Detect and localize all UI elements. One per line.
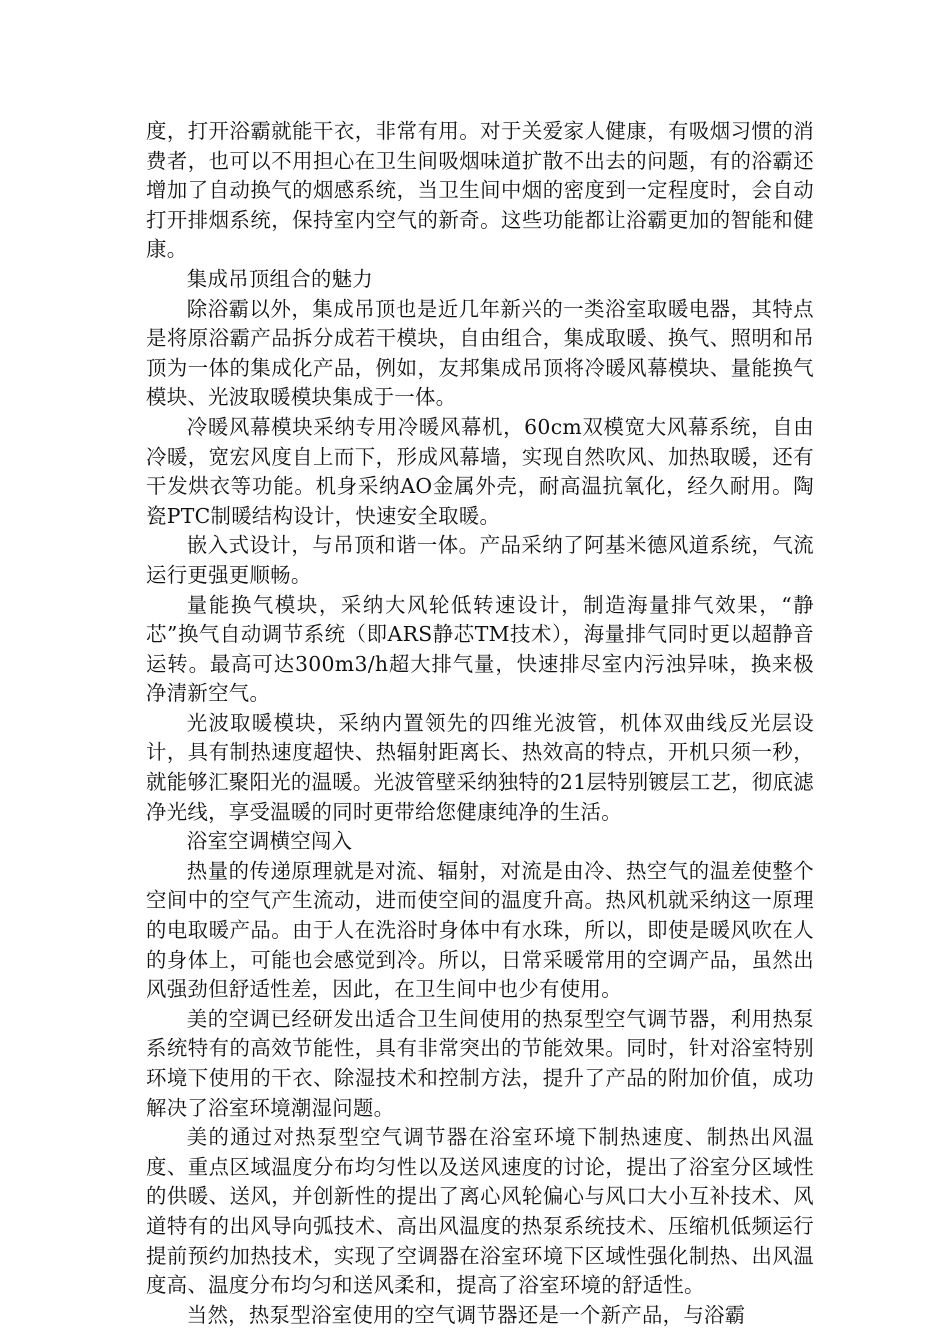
section-heading-integrated-ceiling: 集成吊顶组合的魅力 [186, 266, 374, 291]
paragraph: 光波取暖模块，采纳内置领先的四维光波管，机体双曲线反光层设计，具有制热速度超快、热辐射距离长、热效高的特点，开机只须一秒，就能够汇聚阳光的温暖。光波管壁采纳独特的21层特别镀层工艺，彻底滤净光线，享受温暖的同时更带给您健康纯净的生活。 [146, 710, 814, 824]
paragraph: 冷暖风幕模块采纳专用冷暖风幕机，60cm双模宽大风幕系统，自由冷暖，宽宏风度自上而下，形成风幕墙，实现自然吹风、加热取暖，还有干发烘衣等功能。机身采纳AO金属外壳，耐高温抗氧化，经久耐用。陶瓷PTC制暖结构设计，快速安全取暖。 [146, 414, 814, 528]
document-body [146, 117, 814, 1330]
paragraph-continuation: 度，打开浴霸就能干衣，非常有用。对于关爱家人健康，有吸烟习惯的消费者，也可以不用担心在卫生间吸烟味道扩散不出去的问题，有的浴霸还增加了自动换气的烟感系统，当卫生间中烟的密度到一定程度时，会自动打开排烟系统，保持室内空气的新奇。这些功能都让浴霸更加的智能和健康。 [146, 119, 814, 262]
paragraph: 嵌入式设计，与吊顶和谐一体。产品采纳了阿基米德风道系统，气流运行更强更顺畅。 [146, 533, 814, 587]
paragraph: 除浴霸以外，集成吊顶也是近几年新兴的一类浴室取暖电器，其特点是将原浴霸产品拆分成若干模块，自由组合，集成取暖、换气、照明和吊顶为一体的集成化产品，例如，友邦集成吊顶将冷暖风幕模块、量能换气模块、光波取暖模块集成于一体。 [146, 296, 814, 410]
paragraph: 美的通过对热泵型空气调节器在浴室环境下制热速度、制热出风温度、重点区域温度分布均匀性以及送风速度的讨论，提出了浴室分区域性的供暖、送风，并创新性的提出了离心风轮偏心与风口大小互补技术、风道特有的出风导向弧技术、高出风温度的热泵系统技术、压缩机低频运行提前预约加热技术，实现了空调器在浴室环境下区域性强化制热、出风温度高、温度分布均匀和送风柔和，提高了浴室环境的舒适性。 [146, 1125, 814, 1298]
paragraph: 量能换气模块，采纳大风轮低转速设计，制造海量排气效果，“静芯”换气自动调节系统（即ARS静芯TM技术），海量排气同时更以超静音运转。最高可达300m3/h超大排气量，快速排尽室内污浊异味，换来极净清新空气。 [146, 592, 814, 706]
section-heading-bathroom-ac: 浴室空调横空闯入 [186, 829, 353, 854]
paragraph: 当然，热泵型浴室使用的空气调节器还是一个新产品，与浴霸 [186, 1302, 746, 1327]
paragraph: 热量的传递原理就是对流、辐射，对流是由冷、热空气的温差使整个空间中的空气产生流动，进而使空间的温度升高。热风机就采纳这一原理的电取暖产品。由于人在洗浴时身体中有水珠，所以，即使是暖风吹在人的身体上，可能也会感觉到冷。所以，日常采暖常用的空调产品，虽然出风强劲但舒适性差，因此，在卫生间中也少有使用。 [146, 858, 814, 1002]
paragraph: 美的空调已经研发出适合卫生间使用的热泵型空气调节器，利用热泵系统特有的高效节能性，具有非常突出的节能效果。同时，针对浴室特别环境下使用的干衣、除湿技术和控制方法，提升了产品的附加价值，成功解决了浴室环境潮湿问题。 [146, 1006, 814, 1120]
